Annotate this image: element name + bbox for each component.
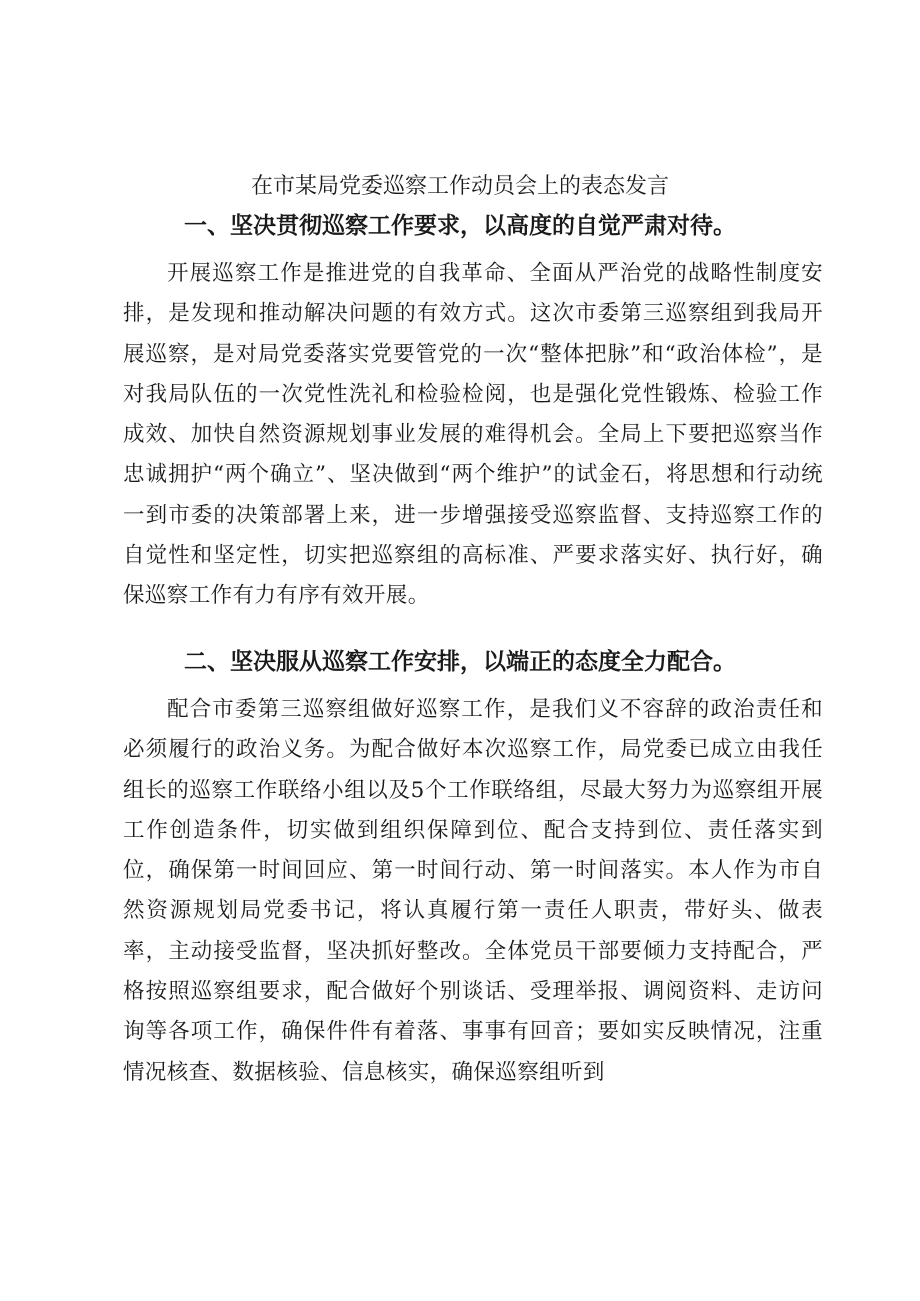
section-heading-1: 一、坚决贯彻巡察工作要求，以高度的自觉严肃对待。 bbox=[184, 213, 736, 239]
section-paragraph-1: 开展巡察工作是推进党的自我革命、全面从严治党的战略性制度安排，是发现和推动解决问题的有效方式。这次市委第三巡察组到我局开展巡察，是对局党委落实党要管党的一次“整体把脉”和“政治体检”，是对我局队伍的一次党性洗礼和检验检阅，也是强化党性锻炼、检验工作成效、加快自然资源规划事业发展的难得机会。全局上下要把巡察当作忠诚拥护“两个确立”、坚决做到“两个维护”的试金石，将思想和行动统一到市委的决策部署上来，进一步增强接受巡察监督、支持巡察工作的自觉性和坚定性，切实把巡察组的高标准、严要求落实好、执行好，确保巡察工作有力有序有效开展。 bbox=[123, 261, 823, 609]
document-title: 在市某局党委巡察工作动员会上的表态发言 bbox=[250, 174, 669, 199]
section-paragraph-2: 配合市委第三巡察组做好巡察工作，是我们义不容辞的政治责任和必须履行的政治义务。为配合做好本次巡察工作，局党委已成立由我任组长的巡察工作联络小组以及5个工作联络组，尽最大努力为巡察组开展工作创造条件，切实做到组织保障到位、配合支持到位、责任落实到位，确保第一时间回应、第一时间行动、第一时间落实。本人作为市自然资源规划局党委书记，将认真履行第一责任人职责，带好头、做表率，主动接受监督，坚决抓好整改。全体党员干部要倾力支持配合，严格按照巡察组要求，配合做好个别谈话、受理举报、调阅资料、走访问询等各项工作，确保件件有着落、事事有回音；要如实反映情况，注重情况核查、数据核验、信息核实，确保巡察组听到 bbox=[123, 697, 823, 1085]
section-heading-2: 二、坚决服从巡察工作安排，以端正的态度全力配合。 bbox=[184, 649, 736, 675]
